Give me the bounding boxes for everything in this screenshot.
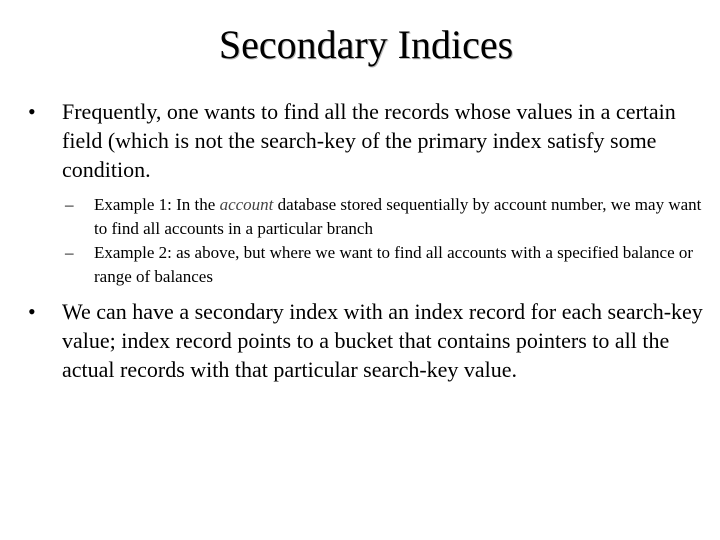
sub-bullet-text-start: Example 1: In the — [94, 195, 220, 214]
bullet-marker: • — [28, 99, 36, 124]
sub-bullet-item — [62, 193, 714, 241]
bullet-item — [24, 297, 714, 384]
bullet-item — [24, 97, 714, 289]
sub-bullet-text: Example 2: as above, but where we want to find all accounts with a specified balance or range of balances — [94, 243, 694, 286]
bullet-text: We can have a secondary index with an index record for each search-key value; index record points to a bucket that contains pointers to all the actual records with that particular search-key value. — [62, 299, 703, 382]
bullet-text: Frequently, one wants to find all the records whose values in a certain field (which is not the search-key of the primary index satisfy some condition. — [62, 99, 676, 182]
sub-bullet-item — [62, 241, 714, 289]
sub-bullet-list — [62, 193, 714, 289]
sub-bullet-marker: – — [65, 243, 74, 262]
sub-bullet-marker: – — [65, 195, 74, 214]
sub-bullet-emphasis: account — [219, 195, 274, 214]
slide-title: Secondary Indices — [218, 22, 514, 67]
bullet-list — [24, 97, 714, 384]
bullet-marker: • — [28, 299, 36, 324]
sub-bullet-text-end: database stored sequentially by account number, we may want to find all accounts in a particular branch — [94, 195, 702, 238]
